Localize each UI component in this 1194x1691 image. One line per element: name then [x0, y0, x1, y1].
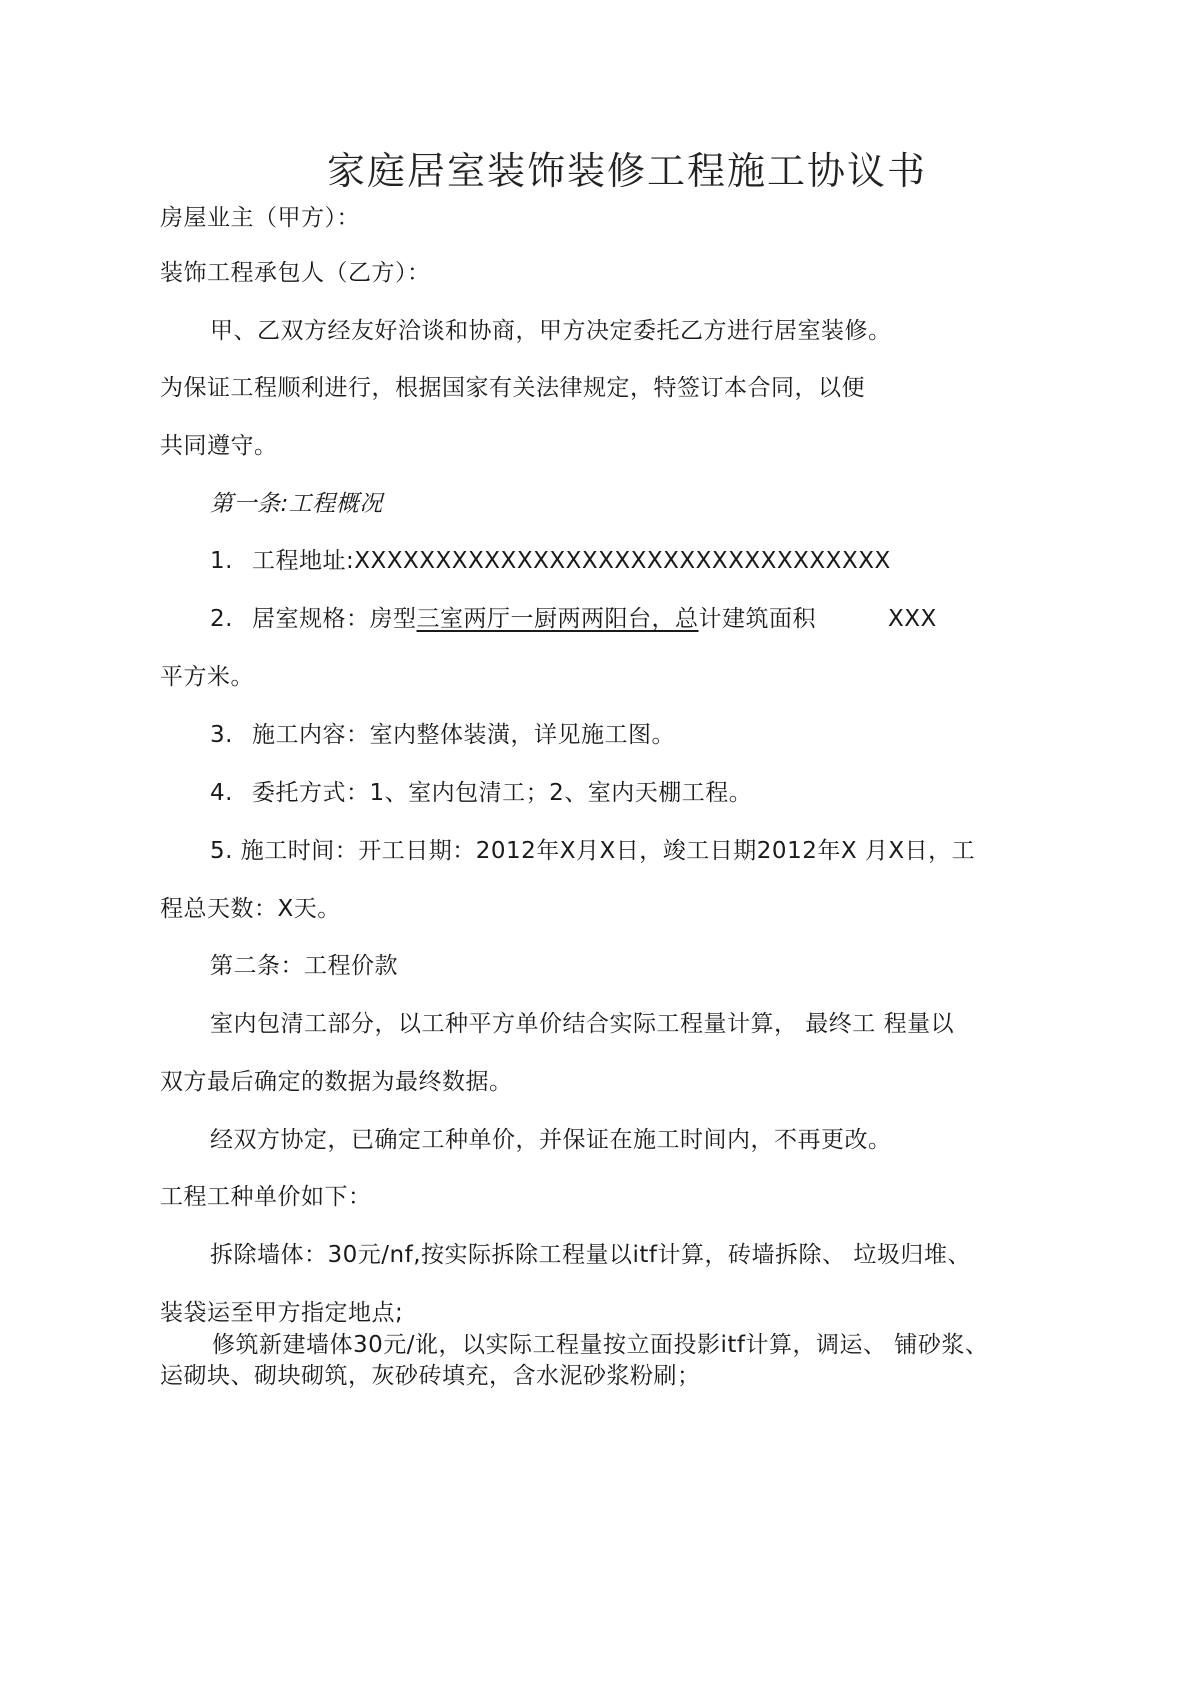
item-text: 施工内容：室内整体装潢，详见施工图。 [252, 722, 675, 748]
price-2-line-2: 运砌块、砌块砌筑，灰砂砖填充，含水泥砂浆粉刷； [160, 1363, 701, 1389]
prices-heading: 工程工种单价如下： [160, 1184, 372, 1210]
article-2-p2: 经双方协定，已确定工种单价，并保证在施工时间内，不再更改。 [210, 1127, 892, 1153]
article-2-p1-line-2: 双方最后确定的数据为最终数据。 [160, 1069, 513, 1095]
area-value: XXX [888, 606, 937, 632]
item-number: 3. [210, 722, 233, 748]
item-5-schedule: 5. 施工时间：开工日期：2012年X月X日，竣工日期2012年X 月X日，工 [210, 838, 976, 864]
item-text: 委托方式：1、室内包清工；2、室内天棚工程。 [252, 780, 753, 806]
item-2-continuation: 平方米。 [160, 664, 254, 690]
price-1-line-2: 装袋运至甲方指定地点; [160, 1300, 404, 1326]
intro-line-1: 甲、乙双方经友好洽谈和协商，甲方决定委托乙方进行居室装修。 [210, 318, 892, 344]
item-2-spec [210, 604, 816, 634]
intro-line-3: 共同遵守。 [160, 433, 278, 459]
item-suffix: 计建筑面积 [698, 606, 816, 632]
item-number: 4. [210, 780, 233, 806]
item-text: 工程地址:XXXXXXXXXXXXXXXXXXXXXXXXXXXXXXXXX [252, 548, 891, 574]
item-prefix: 居室规格：房型 [252, 606, 417, 632]
article-1-heading: 第一条:工程概况 [210, 491, 383, 517]
article-2-p1-line-1: 室内包清工部分，以工种平方单价结合实际工程量计算， 最终工 程量以 [210, 1011, 955, 1037]
item-number: 2. [210, 606, 233, 632]
article-2-heading: 第二条：工程价款 [210, 953, 398, 979]
item-1-address [210, 546, 891, 576]
intro-line-2: 为保证工程顺利进行，根据国家有关法律规定，特签订本合同，以便 [160, 375, 865, 401]
item-5-continuation: 程总天数：X天。 [160, 896, 341, 922]
party-a-label: 房屋业主（甲方）： [160, 205, 360, 231]
item-number: 1. [210, 548, 233, 574]
item-4-commission [210, 778, 752, 808]
document-title: 家庭居室装饰装修工程施工协议书 [326, 149, 927, 193]
price-2-line-1: 修筑新建墙体30元/讹，以实际工程量按立面投影itf计算，调运、 铺砂浆、 [212, 1332, 989, 1358]
price-1-line-1: 拆除墙体：30元/nf,按实际拆除工程量以itf计算，砖墙拆除、 垃圾归堆、 [210, 1242, 971, 1268]
party-b-label: 装饰工程承包人（乙方）： [160, 260, 431, 286]
item-3-content [210, 720, 675, 750]
underlined-room-type: 三室两厅一厨两两阳台，总 [416, 606, 699, 632]
